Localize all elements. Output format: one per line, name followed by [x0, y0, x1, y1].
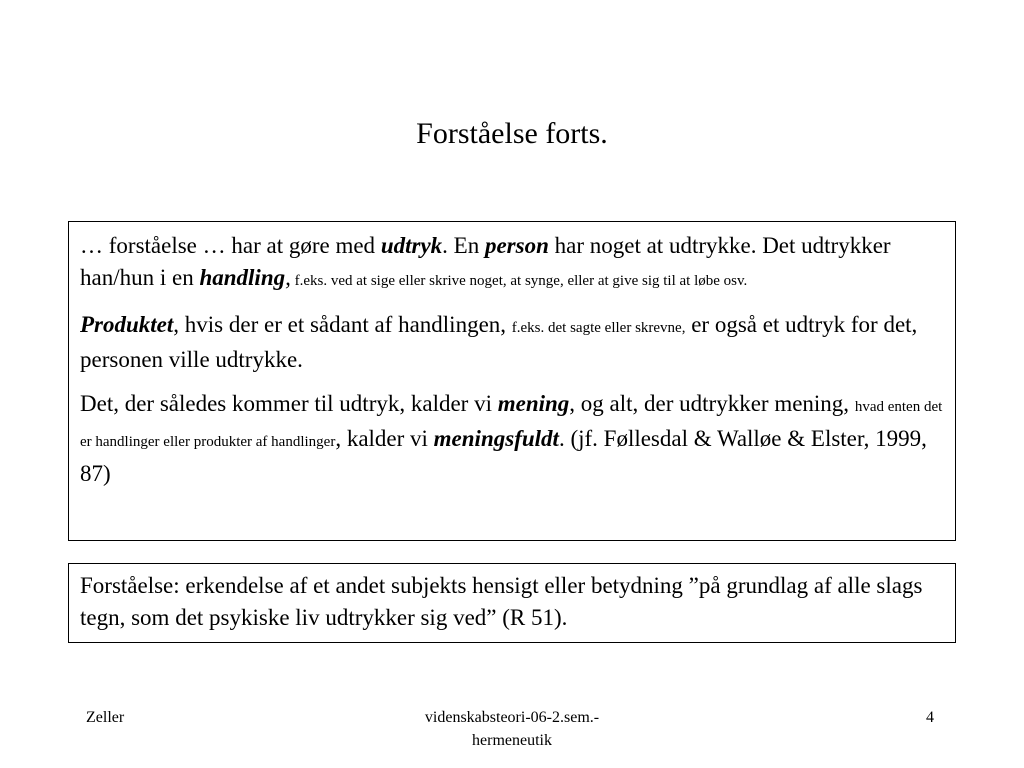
quote-text: … forståelse … har at gøre med — [80, 233, 381, 258]
quote-text: , hvis der er et sådant af handlingen, — [173, 312, 512, 337]
term-person: person — [484, 233, 549, 258]
footer-page-number: 4 — [926, 709, 934, 726]
quote-box — [68, 221, 956, 541]
quote-paragraph-product — [80, 309, 945, 376]
term-udtryk: udtryk — [380, 233, 443, 258]
footer-course-line: videnskabsteori-06-2.sem.- — [424, 709, 600, 726]
term-mening: mening — [497, 391, 570, 416]
quote-text: . En — [442, 233, 485, 258]
quote-text: har noget at udtrykke. Det udtrykker han/hun i en — [80, 233, 891, 290]
quote-citation: . (jf. Føllesdal & Walløe & Elster, 1999, 87) — [80, 426, 927, 486]
term-meningsfuldt: meningsfuldt — [433, 426, 559, 451]
quote-paragraph-meaning — [80, 388, 945, 490]
quote-example-small: f.eks. ved at sige eller skrive noget, at synge, eller at give sig til at løbe osv. — [290, 273, 748, 289]
quote-text: , kalder vi — [335, 426, 434, 451]
footer-course — [362, 706, 662, 752]
definition-text: Forståelse: erkendelse af et andet subjekts hensigt eller betydning ”på grundlag af alle slags tegn, som det psykiske liv udtrykker sig ved” (R 51). — [80, 573, 923, 630]
footer-course-line: hermeneutik — [472, 732, 552, 749]
quote-text: , og alt, der udtrykker mening, — [569, 391, 855, 416]
quote-example-small: hvad enten det er handlinger eller produkter af handlinger — [80, 399, 943, 450]
quote-example-small: f.eks. det sagte eller skrevne, — [511, 320, 686, 336]
slide-title: Forståelse forts. — [416, 117, 608, 150]
definition-box — [68, 563, 956, 643]
quote-comma: , — [285, 265, 291, 290]
footer-author: Zeller — [86, 709, 125, 726]
quote-text: er også et udtryk for det, personen ville udtrykke. — [80, 312, 918, 372]
quote-text: Det, der således kommer til udtryk, kalder vi — [80, 391, 498, 416]
quote-paragraph-expression — [80, 230, 945, 297]
term-handling: handling — [199, 265, 286, 290]
term-produktet: Produktet — [80, 312, 174, 337]
